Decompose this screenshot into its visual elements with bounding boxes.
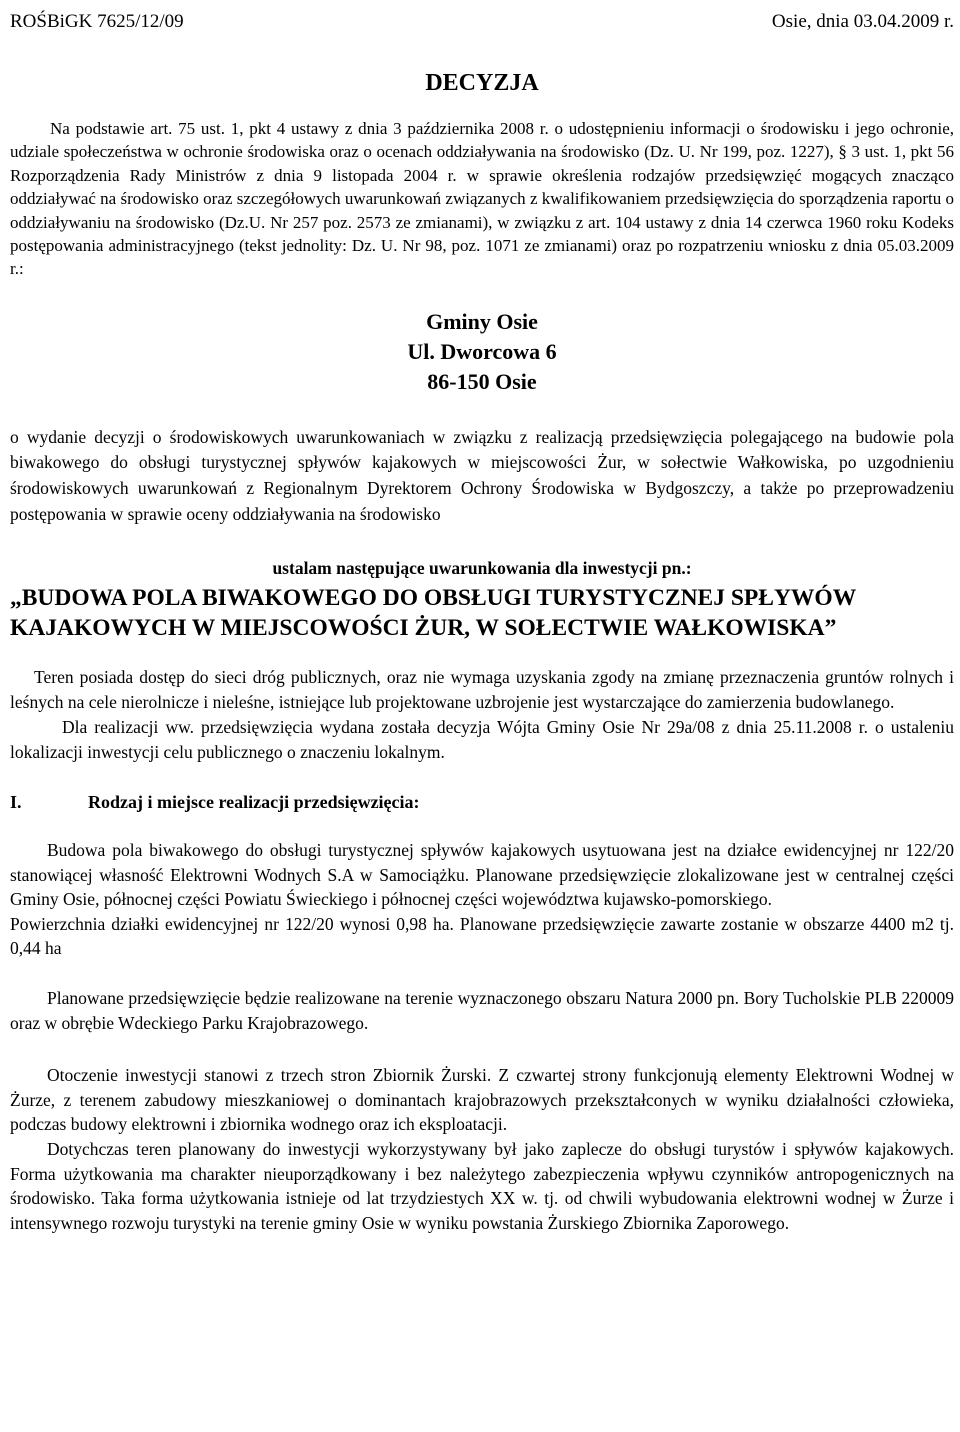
section-1-heading [10,791,954,814]
place-date: Osie, dnia 03.04.2009 r. [771,11,954,32]
ustalam-line: ustalam następujące uwarunkowania dla inwestycji pn.: [272,558,692,579]
addressee-block [10,307,954,397]
section-1-paragraph-2: Powierzchnia działki ewidencyjnej nr 122/20 wynosi 0,98 ha. Planowane przedsięwzięcie zawarte zostanie w obszarze 4400 m2 tj. 0,44 ha [10,913,954,959]
addressee-street: Ul. Dworcowa 6 [407,338,557,364]
document-header [10,10,954,34]
project-title: „BUDOWA POLA BIWAKOWEGO DO OBSŁUGI TURYSTYCZNEJ SPŁYWÓW KAJAKOWYCH W MIEJSCOWOŚCI ŻUR, W SOŁECTWIE WAŁKOWISKA” [10,584,856,641]
request-paragraph: o wydanie decyzji o środowiskowych uwarunkowaniach w związku z realizacją przedsięwzięcia polegającego na budowie pola biwakowego do obsługi turystycznej spływów kajakowych w miejscowości Żur, w sołectwie Wałkowiska, po uzgodnieniu środowiskowych uwarunkowań z Regionalnym Dyrektorem Ochrony Środowiska w Bydgoszczy, a także po przeprowadzeniu postępowania w sprawie oceny oddziaływania na środowisko [10,426,954,524]
addressee-name: Gminy Osie [426,308,538,334]
section-title: Rodzaj i miejsce realizacji przedsięwzięcia: [88,791,420,812]
section-1-paragraph-4: Otoczenie inwestycji stanowi z trzech stron Zbiornik Żurski. Z czwartej strony funkcjonują elementy Elektrowni Wodnej w Żurze, z terenem zabudowy mieszkaniowej o dominantach krajobrazowych przekształconych w wyniku działalności człowieka, podczas budowy elektrowni i zbiornika wodnego oraz ich eksploatacji. [10,1065,954,1135]
intro-paragraph-2: Dla realizacji ww. przedsięwzięcia wydana została decyzja Wójta Gminy Osie Nr 29a/08 z dnia 25.11.2008 r. o ustaleniu lokalizacji inwestycji celu publicznego o znaczeniu lokalnym. [10,716,954,762]
section-1-paragraph-1: Budowa pola biwakowego do obsługi turystycznej spływów kajakowych usytuowana jest na działce ewidencyjnej nr 122/20 stanowiącej własność Elektrowni Wodnych S.A w Samociążku. Planowane przedsięwzięcie zlokalizowane jest w centralnej części Gminy Osie, północnej części Powiatu Świeckiego i północnej części województwa kujawsko-pomorskiego. [10,840,954,910]
intro-paragraph-1: Teren posiada dostęp do sieci dróg publicznych, oraz nie wymaga uzyskania zgody na zmianę przeznaczenia gruntów rolnych i leśnych na cele nierolnicze i nieleśne, istniejące lub projektowane uzbrojenie jest wystarczające do zamierzenia budowlanego. [10,666,954,712]
legal-basis-paragraph: Na podstawie art. 75 ust. 1, pkt 4 ustawy z dnia 3 października 2008 r. o udostępnieniu informacji o środowisku i jego ochronie, udziale społeczeństwa w ochronie środowiska oraz o ocenach oddziaływania na środowisko (Dz. U. Nr 199, poz. 1227), § 3 ust. 1, pkt 56 Rozporządzenia Rady Ministrów z dnia 9 listopada 2004 r. w sprawie określenia rodzajów przedsięwzięć mogących znacząco oddziaływać na środowisko oraz szczegółowych uwarunkowań związanych z kwalifikowaniem przedsięwzięcia do sporządzenia raportu o oddziaływaniu na środowisko (Dz.U. Nr 257 poz. 2573 ze zmianami), w związku z art. 104 ustawy z dnia 14 czerwca 1960 roku Kodeks postępowania administracyjnego (tekst jednolity: Dz. U. Nr 98, poz. 1071 ze zmianami) oraz po rozpatrzeniu wniosku z dnia 05.03.2009 r.: [10,119,954,279]
reference-number: ROŚBiGK 7625/12/09 [10,11,184,32]
addressee-postal: 86-150 Osie [427,368,537,394]
section-1-paragraph-5: Dotychczas teren planowany do inwestycji wykorzystywany był jako zaplecze do obsługi turystów i spływów kajakowych. Forma użytkowania ma charakter nieuporządkowany i bez należytego zabezpieczenia wpływu czynników antropogenicznych na środowisko. Taka forma użytkowania istnieje od lat trzydziestych XX w. tj. od chwili wybudowania elektrowni wodnej w Żurze i intensywnego rozwoju turystyki na terenie gminy Osie w wyniku powstania Żurskiego Zbiornika Zaporowego. [10,1138,954,1233]
section-1-paragraph-3: Planowane przedsięwzięcie będzie realizowane na terenie wyznaczonego obszaru Natura 2000 pn. Bory Tucholskie PLB 220009 oraz w obrębie Wdeckiego Parku Krajobrazowego. [10,988,954,1033]
section-number: I. [10,791,22,812]
document-title: DECYZJA [425,70,539,96]
